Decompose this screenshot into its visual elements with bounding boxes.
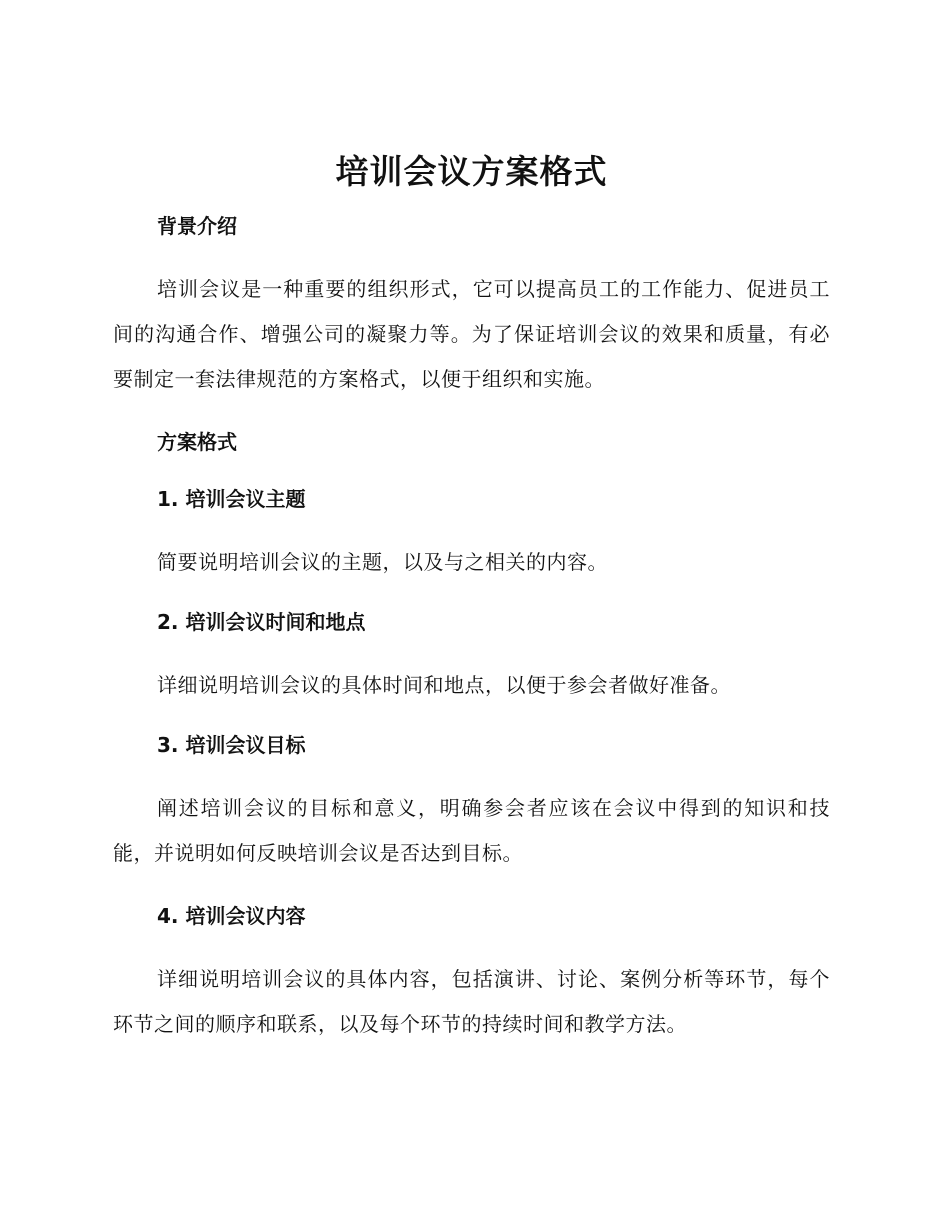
document-title: 培训会议方案格式 (335, 152, 608, 191)
section-heading-time-location: 2. 培训会议时间和地点 (157, 610, 366, 634)
section-heading-content: 4. 培训会议内容 (157, 904, 306, 928)
section-paragraph-goals: 阐述培训会议的目标和意义，明确参会者应该在会议中得到的知识和技能，并说明如何反映培训会议是否达到目标。 (113, 796, 830, 865)
section-heading-goals: 3. 培训会议目标 (157, 733, 306, 757)
background-heading: 背景介绍 (157, 214, 237, 238)
background-paragraph: 培训会议是一种重要的组织形式，它可以提高员工的工作能力、促进员工间的沟通合作、增强公司的凝聚力等。为了保证培训会议的效果和质量，有必要制定一套法律规范的方案格式，以便于组织和实施。 (113, 277, 830, 391)
section-paragraph-topic: 简要说明培训会议的主题，以及与之相关的内容。 (157, 550, 608, 574)
section-heading-topic: 1. 培训会议主题 (157, 487, 306, 511)
section-paragraph-content: 详细说明培训会议的具体内容，包括演讲、讨论、案例分析等环节，每个环节之间的顺序和联系，以及每个环节的持续时间和教学方法。 (113, 967, 830, 1036)
section-paragraph-time-location: 详细说明培训会议的具体时间和地点，以便于参会者做好准备。 (157, 673, 731, 697)
format-heading: 方案格式 (157, 430, 237, 454)
